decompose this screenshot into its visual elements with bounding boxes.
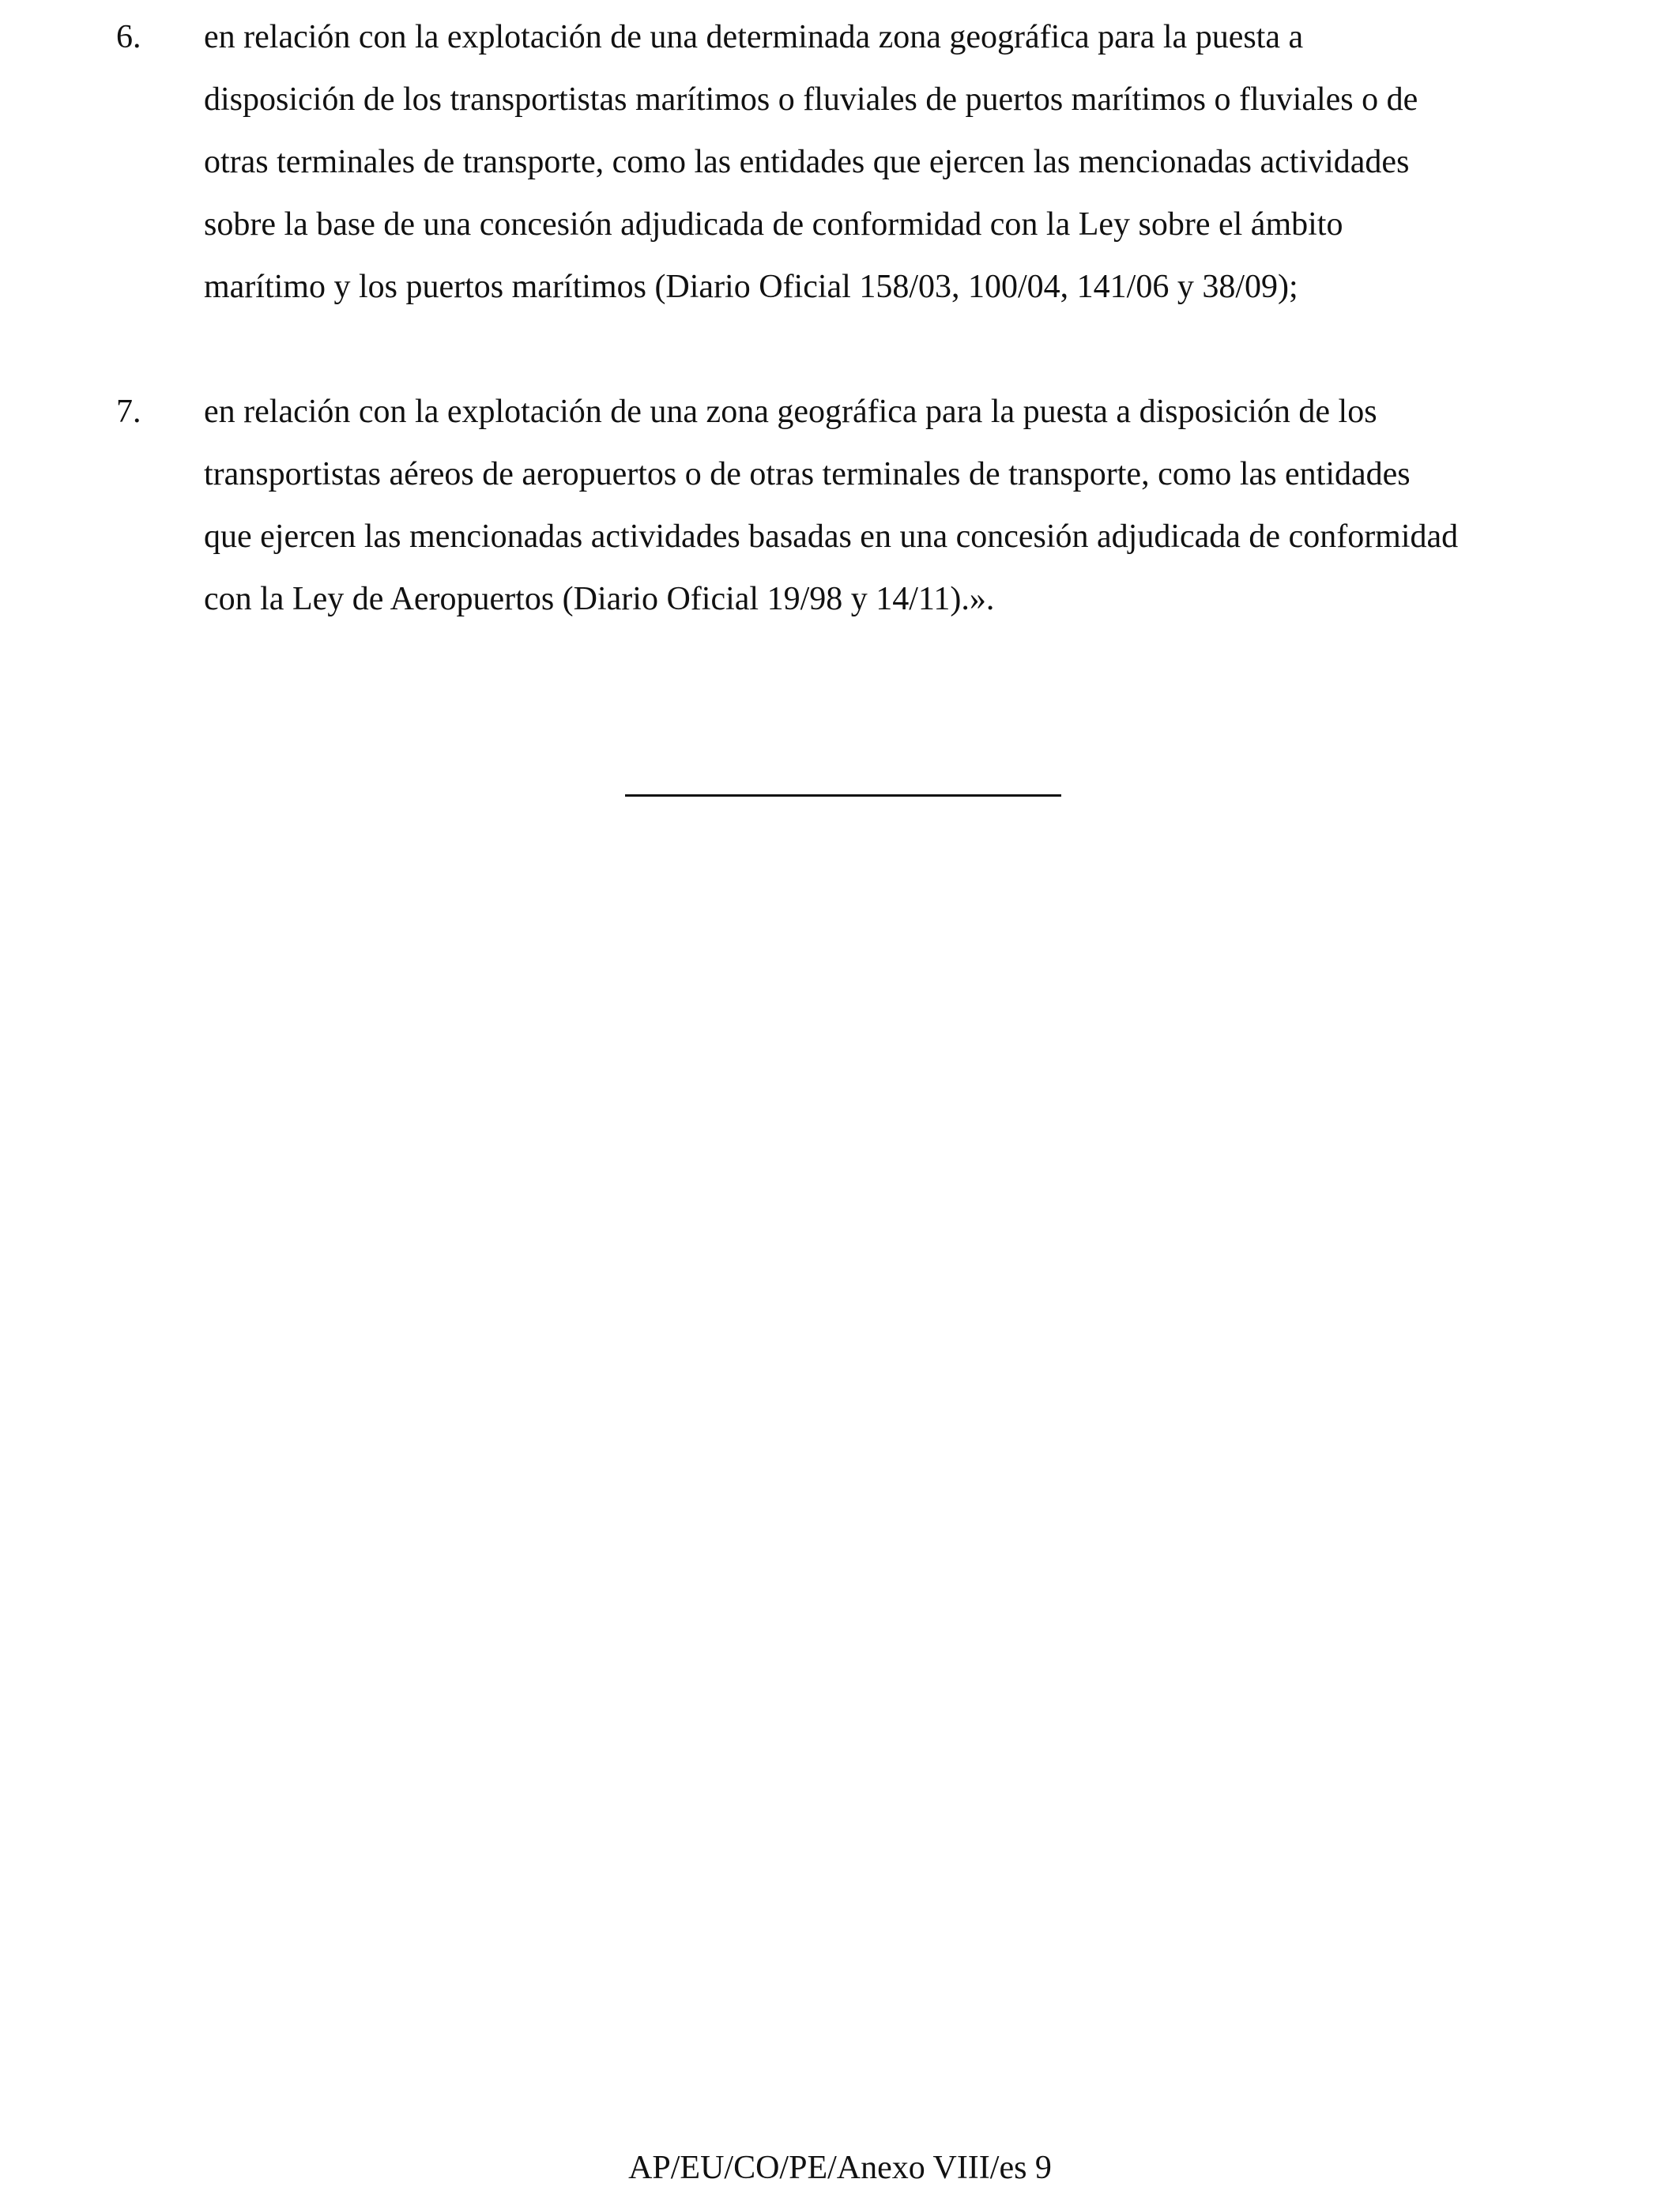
text-line: que ejercen las mencionadas actividades basadas en una concesión adjudicada de conformidad <box>204 518 1459 555</box>
list-item-text <box>204 6 1586 319</box>
text-line: marítimo y los puertos marítimos (Diario Oficial 158/03, 100/04, 141/06 y 38/09); <box>204 269 1298 305</box>
text-line: sobre la base de una concesión adjudicada de conformidad con la Ley sobre el ámbito <box>204 206 1343 243</box>
list-item-7 <box>116 381 1586 631</box>
text-line: en relación con la explotación de una zona geográfica para la puesta a disposición de los <box>204 394 1377 430</box>
text-line: con la Ley de Aeropuertos (Diario Oficial 19/98 y 14/11).». <box>204 581 995 617</box>
list-item-text <box>204 381 1586 631</box>
text-line: otras terminales de transporte, como las entidades que ejercen las mencionadas actividades <box>204 144 1410 180</box>
list-item-number: 7. <box>116 394 141 430</box>
list-item-number: 6. <box>116 19 141 55</box>
list-item-6 <box>116 6 1586 319</box>
end-rule-divider <box>625 794 1061 797</box>
text-line: en relación con la explotación de una determinada zona geográfica para la puesta a <box>204 19 1304 55</box>
page-footer: AP/EU/CO/PE/Anexo VIII/es 9 <box>628 2150 1052 2186</box>
text-line: disposición de los transportistas marítimos o fluviales de puertos marítimos o fluviales o de <box>204 81 1418 118</box>
text-line: transportistas aéreos de aeropuertos o de otras terminales de transporte, como las entidades <box>204 456 1411 492</box>
